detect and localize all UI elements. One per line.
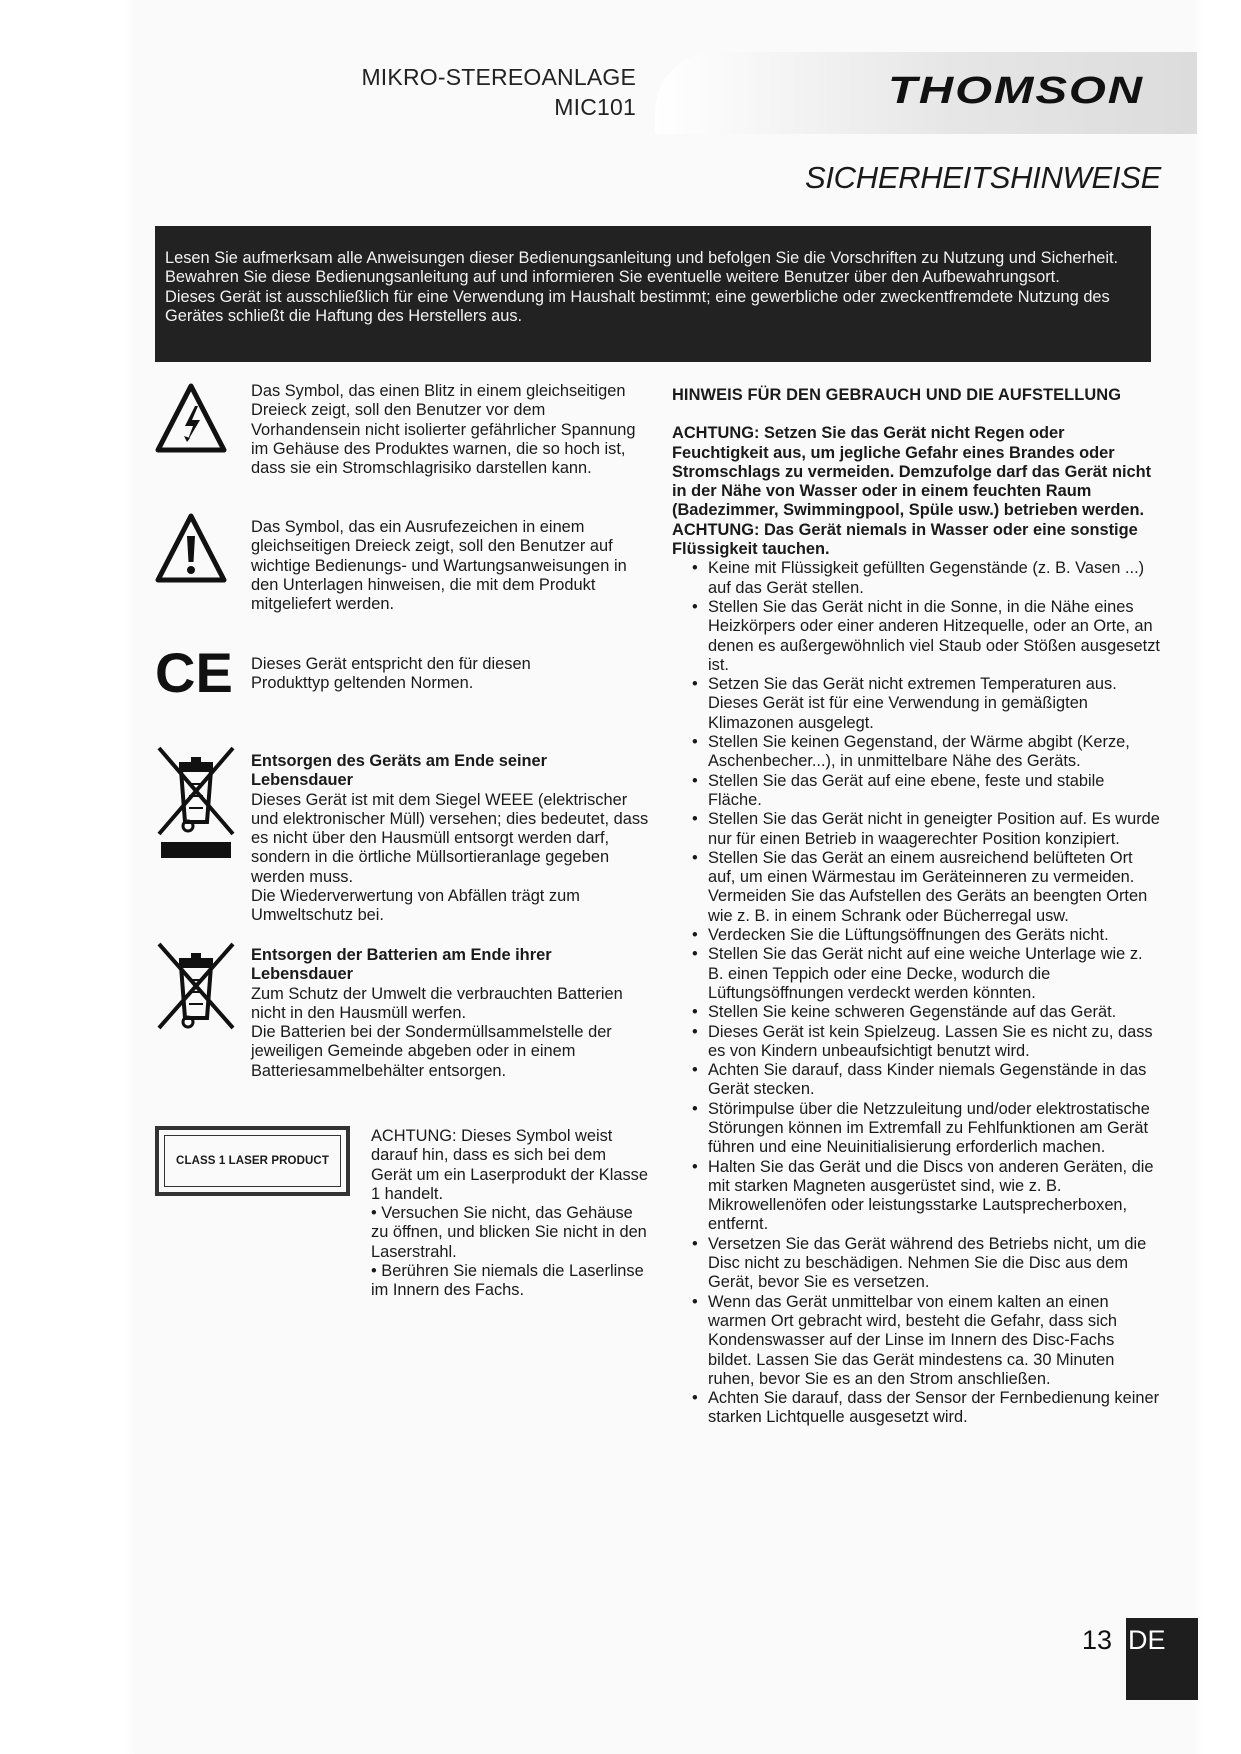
weee-title: Entsorgen des Geräts am Ende seiner Lebensdauer [251, 752, 548, 790]
page-number: 13 [1082, 1625, 1113, 1655]
language-code: DE [1128, 1625, 1166, 1655]
brand-logo: THOMSON [888, 70, 1144, 112]
list-item: • Störimpulse über die Netzzuleitung und/oder elektrostatische Störungen können im Extremfall zu Fehlfunktionen am Gerät führen und eine Neuinitialisierung erforderlich machen. [672, 1100, 1160, 1158]
laser-bullet-2: • Berühren Sie niemals die Laserlinse im Innern des Fachs. [371, 1262, 644, 1300]
list-item: • Stellen Sie keine schweren Gegenstände auf das Gerät. [672, 1003, 1160, 1022]
list-item: • Wenn das Gerät unmittelbar von einem kalten an einen warmen Ort gebracht wird, besteht die Gefahr, dass sich Kondenswasser auf der Linse im Innern des Disc-Fachs bildet. Lassen Sie das Gerät mindestens ca. 30 Minuten ruhen, bevor Sie es an den Strom anschließen. [672, 1293, 1160, 1389]
laser-warning [371, 1127, 651, 1204]
list-item: • Stellen Sie das Gerät auf eine ebene, feste und stabile Fläche. [672, 772, 1160, 811]
weee-bin-icon [155, 744, 237, 862]
list-item: • Stellen Sie keinen Gegenstand, der Wärme abgibt (Kerze, Aschenbecher...), in unmittelbare Nähe des Geräts. [672, 733, 1160, 772]
product-title [361, 62, 636, 122]
usage-warning-2: ACHTUNG: Das Gerät niemals in Wasser oder eine sonstige Flüssigkeit tauchen. [672, 520, 1138, 559]
weee-text: Dieses Gerät ist mit dem Siegel WEEE (elektrischer und elektronischer Müll) versehen; dies bedeutet, dass es nicht über den Hausmüll entsorgt werden darf, sondern in die örtliche Müllsortieranlage gegeben werden muss. [251, 790, 649, 886]
usage-heading: HINWEIS FÜR DEN GEBRAUCH UND DIE AUFSTELLUNG [672, 386, 1122, 404]
exclamation-text: Das Symbol, das ein Ausrufezeichen in einem gleichseitigen Dreieck zeigt, soll den Benutzer auf wichtige Bedienungs- und Wartungsanweisungen in den Unterlagen hinweisen, die mit dem Produkt mitgeliefert werden. [251, 518, 627, 614]
list-item: • Stellen Sie das Gerät nicht in geneigter Position auf. Es wurde nur für einen Betrieb in waagerechter Position konzipiert. [672, 810, 1160, 849]
intro-paragraph-1: Lesen Sie aufmerksam alle Anweisungen dieser Bedienungsanleitung und befolgen Sie die Vorschriften zu Nutzung und Sicherheit. Bewahren Sie diese Bedienungsanleitung auf und informieren Sie eventuelle weitere Benutzer über den Aufbewahrungsort. [165, 249, 1119, 287]
lightning-text: Das Symbol, das einen Blitz in einem gleichseitigen Dreieck zeigt, soll den Benutzer vor dem Vorhandensein nicht isolierter gefährlicher Spannung im Gehäuse des Produktes warnen, die so hoch ist, dass sie ein Stromschlagrisiko darstellen kann. [251, 382, 636, 478]
intro-box [155, 226, 1151, 362]
list-item: • Stellen Sie das Gerät nicht in die Sonne, in die Nähe eines Heizkörpers oder einer anderen Hitzequelle, oder an Orte, an denen es außergewöhnlich viel Staub oder Stößen ausgesetzt ist. [672, 598, 1160, 675]
list-item: • Achten Sie darauf, dass Kinder niemals Gegenstände in das Gerät stecken. [672, 1061, 1160, 1100]
intro-paragraph-2: Dieses Gerät ist ausschließlich für eine Verwendung im Haushalt bestimmt; eine gewerbliche oder zweckentfremdete Nutzung des Gerätes schließt die Haftung des Herstellers aus. [165, 287, 1110, 325]
battery-text-2: Die Batterien bei der Sondermüllsammelstelle der jeweiligen Gemeinde abgeben oder in einem Batteriesammelbehälter entsorgen. [251, 1023, 612, 1080]
laser-label-text: CLASS 1 LASER PRODUCT [164, 1135, 341, 1187]
list-item: • Dieses Gerät ist kein Spielzeug. Lassen Sie es nicht zu, dass es von Kindern unbeaufsichtigt benutzt wird. [672, 1023, 1160, 1062]
laser-class-label [155, 1126, 350, 1196]
ce-text: Dieses Gerät entspricht den für diesen Produkttyp geltenden Normen. [251, 655, 531, 693]
list-item: • Verdecken Sie die Lüftungsöffnungen des Geräts nicht. [672, 926, 1160, 945]
lightning-warning-icon [155, 382, 227, 454]
battery-description [251, 946, 651, 1081]
usage-bullet-list [672, 559, 1160, 1427]
ce-description [251, 655, 581, 694]
usage-column [672, 386, 1160, 1428]
battery-text: Zum Schutz der Umwelt die verbrauchten Batterien nicht in den Hausmüll werfen. [251, 984, 623, 1022]
laser-description [371, 1127, 651, 1301]
lightning-description [251, 382, 641, 478]
list-item: • Achten Sie darauf, dass der Sensor der Fernbedienung keiner starken Lichtquelle ausgesetzt wird. [672, 1389, 1160, 1428]
weee-description [251, 752, 651, 926]
battery-title: Entsorgen der Batterien am Ende ihrer Lebensdauer [251, 946, 552, 984]
laser-warning-bold: ACHTUNG [371, 1127, 453, 1145]
list-item: • Halten Sie das Gerät und die Discs von anderen Geräten, die mit starken Magneten ausgerüstet sind, wie z. B. Mikrowellenöfen oder leistungsstarke Lautsprecherboxen, entfernt. [672, 1158, 1160, 1235]
list-item: • Stellen Sie das Gerät an einem ausreichend belüfteten Ort auf, um einen Wärmestau im Geräteinneren zu vermeiden. Vermeiden Sie das Aufstellen des Geräts an beengten Orten wie z. B. in einem Schrank oder Bücherregal usw. [672, 849, 1160, 926]
language-tab [1126, 1618, 1198, 1700]
product-line-1: MIKRO-STEREOANLAGE [361, 64, 636, 90]
exclamation-warning-icon [155, 512, 227, 584]
ce-mark-icon [155, 646, 237, 698]
laser-warning-text: : Dieses Symbol weist darauf hin, dass es sich bei dem Gerät um ein Laserprodukt der Klasse 1 handelt. [371, 1127, 648, 1203]
list-item: • Keine mit Flüssigkeit gefüllten Gegenstände (z. B. Vasen ...) auf das Gerät stellen. [672, 559, 1160, 598]
weee-text-2: Die Wiederverwertung von Abfällen trägt zum Umweltschutz bei. [251, 887, 580, 925]
battery-bin-icon [155, 940, 237, 1030]
ce-mark: CE [155, 646, 233, 698]
laser-bullet-1: • Versuchen Sie nicht, das Gehäuse zu öffnen, und blicken Sie nicht in den Laserstrahl. [371, 1204, 647, 1261]
usage-warning-1: ACHTUNG: Setzen Sie das Gerät nicht Regen oder Feuchtigkeit aus, um jegliche Gefahr eines Brandes oder Stromschlags zu vermeiden. Demzufolge darf das Gerät nicht in der Nähe von Wasser oder in einem feuchten Raum (Badezimmer, Swimmingpool, Spüle usw.) betrieben werden. [672, 424, 1152, 520]
list-item: • Setzen Sie das Gerät nicht extremen Temperaturen aus. Dieses Gerät ist für eine Verwendung in gemäßigten Klimazonen ausgelegt. [672, 675, 1160, 733]
exclamation-description [251, 518, 641, 614]
product-line-2: MIC101 [554, 94, 636, 120]
list-item: • Stellen Sie das Gerät nicht auf eine weiche Unterlage wie z. B. einen Teppich oder eine Decke, wodurch die Lüftungsöffnungen verdeckt werden könnten. [672, 945, 1160, 1003]
list-item: • Versetzen Sie das Gerät während des Betriebs nicht, um die Disc nicht zu beschädigen. Nehmen Sie die Disc aus dem Gerät, bevor Sie es versetzen. [672, 1235, 1160, 1293]
section-title: SICHERHEITSHINWEISE [804, 160, 1161, 195]
